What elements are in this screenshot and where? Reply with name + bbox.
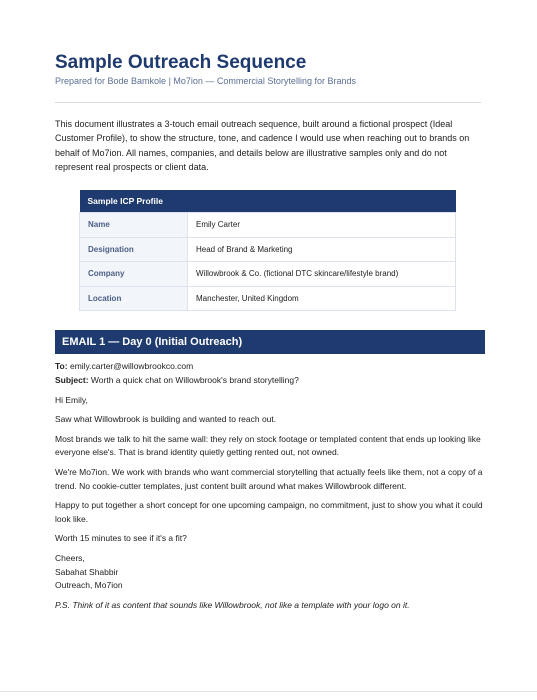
document-subtitle: Prepared for Bode Bamkole | Mo7ion — Commercial Storytelling for Brands (55, 76, 356, 86)
table-row (80, 286, 456, 311)
intro-paragraph: This document illustrates a 3-touch email outreach sequence, built around a fictional prospect (Ideal Customer Profile), to show the structure, tone, and cadence I would use when reaching out to brands on behalf of Mo7ion. All names, companies, and details below are illustrative samples only and do not represent real prospects or client data. (55, 119, 470, 172)
table-row (80, 262, 456, 287)
icp-label-name: Name (80, 213, 188, 238)
icp-table-heading: Sample ICP Profile (80, 190, 456, 213)
email-subject-line (55, 374, 485, 388)
icp-value-company: Willowbrook & Co. (fictional DTC skincare/lifestyle brand) (188, 262, 456, 287)
email-paragraph-2: Most brands we talk to hit the same wall: they rely on stock footage or templated content that ends up looking like everyone else's. That is brand identity quietly getting rented out, not owned. (55, 433, 481, 458)
table-row (80, 213, 456, 238)
email-sender-org: Outreach, Mo7ion (55, 580, 123, 591)
email-subject-text: Worth a quick chat on Willowbrook's brand storytelling? (90, 374, 299, 385)
icp-value-location: Manchester, United Kingdom (188, 286, 456, 311)
icp-label-company: Company (80, 262, 188, 287)
page-bottom-edge (0, 691, 537, 692)
email-greeting: Hi Emily, (55, 394, 88, 405)
email-subject-label: Subject: (55, 374, 89, 385)
email-to-address: emily.carter@willowbrookco.com (69, 361, 194, 371)
icp-label-designation: Designation (80, 237, 188, 262)
email1-body (55, 360, 485, 618)
email-to-label: To: (55, 361, 68, 371)
email-signature (55, 552, 485, 593)
email-paragraph-1: Saw what Willowbrook is building and wanted to reach out. (55, 414, 277, 425)
icp-profile-table (79, 190, 456, 311)
email-paragraph-4: Happy to put together a short concept for one upcoming campaign, no commitment, just to show you what it could look like. (55, 500, 483, 524)
email1-section-heading: EMAIL 1 — Day 0 (Initial Outreach) (55, 330, 485, 354)
divider (55, 102, 481, 103)
email-paragraph-5: Worth 15 minutes to see if it's a fit? (55, 533, 187, 544)
icp-value-designation: Head of Brand & Marketing (188, 237, 456, 262)
email-signoff: Cheers, (55, 552, 85, 563)
email-postscript: P.S. Think of it as content that sounds like Willowbrook, not like a template with your logo on it. (55, 599, 410, 610)
email-sender-name: Sabahat Shabbir (55, 566, 119, 577)
table-row (80, 237, 456, 262)
icp-label-location: Location (80, 286, 188, 311)
document-title: Sample Outreach Sequence (55, 52, 307, 73)
email-to-line (55, 360, 485, 374)
icp-value-name: Emily Carter (188, 213, 456, 238)
email-paragraph-3: We're Mo7ion. We work with brands who want commercial storytelling that actually feels like them, not a copy of a trend. No cookie-cutter templates, just content built around what makes Willowbrook different. (55, 466, 483, 491)
